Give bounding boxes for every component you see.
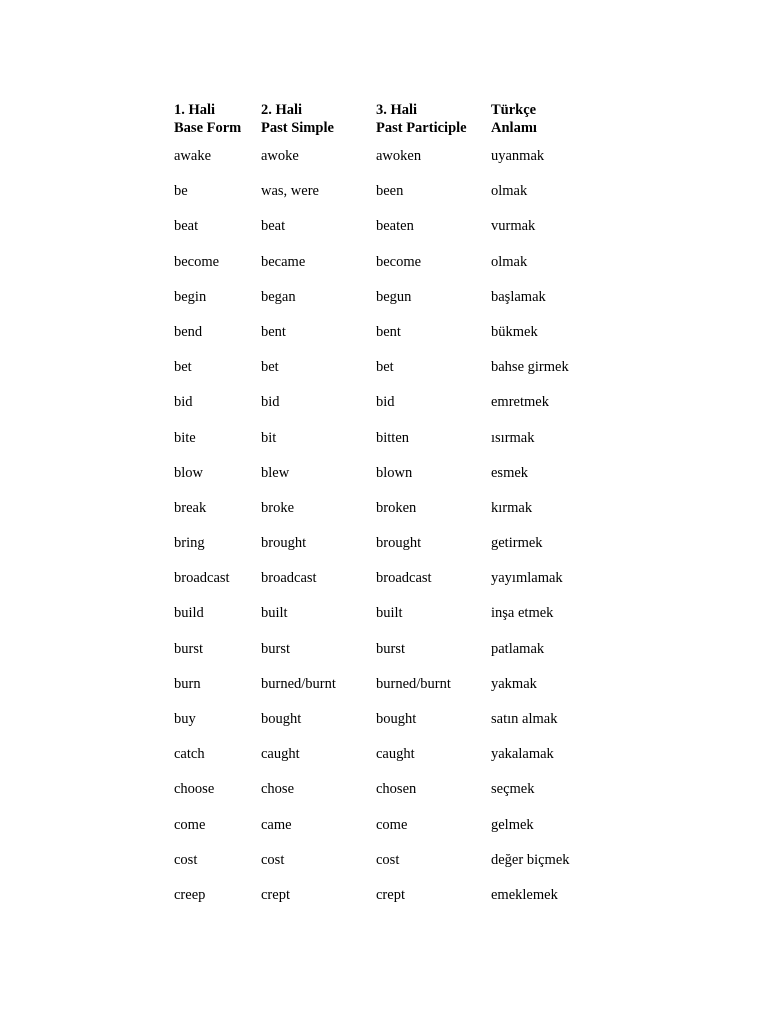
cell-past-simple: broke — [261, 499, 295, 516]
table-body — [174, 147, 601, 921]
cell-past-simple: bet — [261, 359, 279, 376]
cell-base-form: blow — [174, 464, 203, 481]
cell-past-simple: came — [261, 816, 292, 833]
cell-past-simple: bit — [261, 429, 277, 446]
header-line-1: Türkçe — [491, 102, 537, 118]
cell-turkish-meaning: kırmak — [491, 499, 533, 516]
cell-base-form: choose — [174, 781, 215, 798]
cell-past-simple: bent — [261, 323, 286, 340]
cell-past-simple: burst — [261, 640, 290, 657]
cell-past-simple: broadcast — [261, 570, 317, 587]
cell-past-participle: burst — [376, 640, 405, 657]
table-row — [174, 182, 601, 217]
cell-past-participle: burned/burnt — [376, 675, 451, 692]
cell-past-participle: built — [376, 605, 403, 622]
table-row — [174, 640, 601, 675]
cell-past-participle: broken — [376, 499, 417, 516]
cell-past-participle: blown — [376, 464, 413, 481]
cell-base-form: beat — [174, 218, 199, 235]
table-row — [174, 393, 601, 428]
cell-past-simple: cost — [261, 851, 285, 868]
cell-past-participle: bet — [376, 359, 394, 376]
header-past-participle — [376, 101, 491, 147]
cell-past-participle: beaten — [376, 218, 414, 235]
cell-base-form: bite — [174, 429, 196, 446]
cell-past-participle: begun — [376, 288, 412, 305]
table-row — [174, 499, 601, 534]
cell-past-simple: caught — [261, 746, 300, 763]
cell-past-simple: burned/burnt — [261, 675, 336, 692]
cell-base-form: broadcast — [174, 570, 230, 587]
cell-turkish-meaning: esmek — [491, 464, 529, 481]
cell-turkish-meaning: yakalamak — [491, 746, 554, 763]
cell-base-form: come — [174, 816, 206, 833]
cell-past-simple: crept — [261, 886, 290, 903]
table-row — [174, 358, 601, 393]
cell-turkish-meaning: emeklemek — [491, 886, 558, 903]
table-row — [174, 675, 601, 710]
cell-past-participle: bought — [376, 711, 417, 727]
cell-past-participle: brought — [376, 535, 422, 552]
cell-turkish-meaning: emretmek — [491, 394, 549, 411]
cell-past-participle: bent — [376, 323, 401, 340]
table-row — [174, 604, 601, 639]
cell-past-participle: cost — [376, 851, 400, 868]
cell-base-form: cost — [174, 851, 198, 868]
header-row — [174, 101, 601, 147]
cell-base-form: bet — [174, 359, 192, 376]
cell-past-simple: was, were — [261, 183, 319, 200]
cell-base-form: bring — [174, 535, 205, 552]
header-line-1: 3. Hali — [376, 102, 418, 118]
cell-turkish-meaning: bükmek — [491, 323, 538, 340]
table-row — [174, 710, 601, 745]
cell-past-participle: awoken — [376, 148, 422, 164]
cell-turkish-meaning: yakmak — [491, 675, 537, 692]
header-line-1: 2. Hali — [261, 102, 303, 118]
table-row — [174, 745, 601, 780]
cell-turkish-meaning: olmak — [491, 253, 528, 270]
cell-base-form: creep — [174, 886, 206, 903]
cell-base-form: bid — [174, 394, 193, 411]
cell-past-participle: come — [376, 816, 408, 833]
cell-base-form: bend — [174, 323, 203, 340]
cell-past-simple: blew — [261, 464, 290, 481]
header-line-2: Anlamı — [491, 120, 537, 136]
cell-base-form: buy — [174, 711, 196, 727]
table-row — [174, 569, 601, 604]
table-row — [174, 429, 601, 464]
cell-past-participle: bitten — [376, 429, 410, 446]
cell-turkish-meaning: bahse girmek — [491, 359, 569, 376]
table-row — [174, 323, 601, 358]
irregular-verbs-table — [174, 101, 601, 921]
cell-past-simple: chose — [261, 781, 295, 798]
cell-turkish-meaning: seçmek — [491, 781, 535, 798]
cell-past-simple: built — [261, 605, 288, 622]
cell-base-form: begin — [174, 288, 207, 305]
cell-turkish-meaning: uyanmak — [491, 148, 545, 164]
cell-base-form: catch — [174, 746, 205, 763]
cell-turkish-meaning: satın almak — [491, 711, 558, 727]
cell-base-form: awake — [174, 148, 212, 164]
table-row — [174, 288, 601, 323]
cell-turkish-meaning: yayımlamak — [491, 570, 563, 587]
cell-past-participle: broadcast — [376, 570, 432, 587]
cell-base-form: be — [174, 183, 188, 200]
table-row — [174, 780, 601, 815]
header-line-2: Past Participle — [376, 120, 467, 136]
table-row — [174, 217, 601, 252]
header-base-form — [174, 101, 261, 147]
cell-past-simple: began — [261, 288, 296, 305]
cell-past-participle: been — [376, 183, 404, 200]
cell-past-participle: become — [376, 253, 422, 270]
cell-past-simple: awoke — [261, 148, 299, 164]
cell-base-form: break — [174, 499, 207, 516]
cell-base-form: build — [174, 605, 204, 622]
cell-turkish-meaning: değer biçmek — [491, 851, 570, 868]
cell-base-form: burst — [174, 640, 203, 657]
table-row — [174, 886, 601, 921]
cell-turkish-meaning: vurmak — [491, 218, 536, 235]
table-row — [174, 147, 601, 182]
cell-turkish-meaning: olmak — [491, 183, 528, 200]
table-row — [174, 816, 601, 851]
cell-turkish-meaning: inşa etmek — [491, 605, 554, 622]
cell-past-participle: bid — [376, 394, 395, 411]
header-line-2: Base Form — [174, 120, 242, 136]
cell-past-participle: chosen — [376, 781, 417, 798]
cell-past-participle: crept — [376, 886, 405, 903]
table-row — [174, 464, 601, 499]
header-line-1: 1. Hali — [174, 102, 216, 118]
cell-past-participle: caught — [376, 746, 415, 763]
table-row — [174, 851, 601, 886]
cell-turkish-meaning: gelmek — [491, 816, 534, 833]
table-header — [174, 101, 601, 147]
cell-base-form: become — [174, 253, 220, 270]
cell-turkish-meaning: patlamak — [491, 640, 545, 657]
header-past-simple — [261, 101, 376, 147]
cell-turkish-meaning: ısırmak — [491, 429, 535, 446]
cell-base-form: burn — [174, 675, 201, 692]
header-turkish-meaning — [491, 101, 601, 147]
cell-past-simple: beat — [261, 218, 286, 235]
cell-past-simple: became — [261, 253, 306, 270]
cell-past-simple: brought — [261, 535, 307, 552]
table-row — [174, 253, 601, 288]
table-row — [174, 534, 601, 569]
header-line-2: Past Simple — [261, 120, 334, 136]
cell-turkish-meaning: başlamak — [491, 288, 546, 305]
cell-turkish-meaning: getirmek — [491, 535, 543, 552]
cell-past-simple: bought — [261, 711, 302, 727]
cell-past-simple: bid — [261, 394, 280, 411]
